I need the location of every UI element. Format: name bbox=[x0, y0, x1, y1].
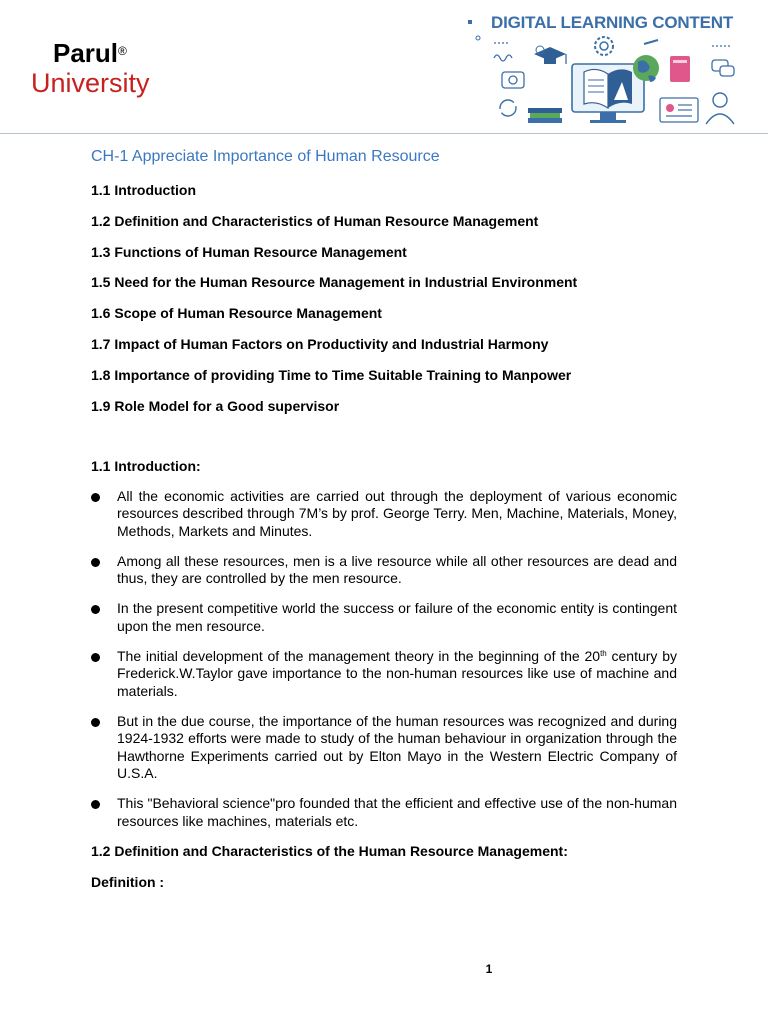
logo-brand-text: Parul bbox=[53, 38, 119, 68]
teacher-person-icon bbox=[706, 93, 734, 124]
books-stack-icon bbox=[528, 108, 562, 123]
header-divider bbox=[0, 133, 768, 134]
chat-bubbles-icon bbox=[712, 60, 734, 76]
bullet-dot-icon bbox=[91, 653, 100, 662]
bullet-text: But in the due course, the importance of the human resources was recognized and during 1924-1932 efforts were made to study of the human behaviour in organization through the Hawthorne Experiments carried out by Elton Mayo in the Western Electric Company of U.S.A. bbox=[117, 712, 677, 782]
bullet-dot-icon bbox=[91, 800, 100, 809]
digital-learning-illustration bbox=[462, 16, 762, 130]
chapter-title: CH-1 Appreciate Importance of Human Resource bbox=[91, 148, 440, 165]
bullet-text: This "Behavioral science"pro founded that the efficient and effective use of the non-human resources like machines, materials etc. bbox=[117, 795, 677, 829]
page-number: 1 bbox=[485, 962, 493, 976]
definition-label: Definition : bbox=[91, 873, 165, 890]
toc-item: 1.3 Functions of Human Resource Management bbox=[91, 243, 407, 260]
graduation-cap-icon bbox=[534, 46, 566, 64]
logo-university: University bbox=[31, 68, 150, 98]
toc-item: 1.7 Impact of Human Factors on Productivity and Industrial Harmony bbox=[91, 335, 549, 352]
bullet-dot-icon bbox=[91, 605, 100, 614]
bullet-item bbox=[91, 553, 677, 588]
bullet-item bbox=[91, 713, 677, 783]
refresh-icon bbox=[500, 100, 516, 116]
media-player-icon bbox=[502, 72, 524, 88]
intro-heading: 1.1 Introduction: bbox=[91, 457, 201, 474]
bullet-text: All the economic activities are carried out through the deployment of various economic resources described through 7M’s by prof. George Terry. Men, Machine, Materials, Money, Methods, Markets and Minutes. bbox=[117, 487, 677, 539]
page-header bbox=[0, 0, 768, 134]
toc-item: 1.9 Role Model for a Good supervisor bbox=[91, 397, 340, 414]
toc-item: 1.5 Need for the Human Resource Management in Industrial Environment bbox=[91, 274, 578, 291]
toc-item: 1.6 Scope of Human Resource Management bbox=[91, 305, 382, 322]
bullet-text-part: century by Frederick.W.Taylor gave importance to the non-human resources like use of machine and materials. bbox=[117, 647, 677, 699]
monitor-book-icon bbox=[572, 64, 644, 123]
digital-learning-banner-title: DIGITAL LEARNING CONTENT bbox=[491, 13, 734, 32]
gear-icon bbox=[595, 37, 613, 55]
bullet-item bbox=[91, 488, 677, 541]
bullet-text-part: The initial development of the management theory in the beginning of the 20 bbox=[117, 647, 601, 664]
logo-brand bbox=[31, 38, 150, 68]
superscript-th: th bbox=[600, 648, 607, 658]
bullet-item bbox=[91, 648, 677, 701]
toc-item: 1.1 Introduction bbox=[91, 182, 196, 198]
id-card-icon bbox=[660, 98, 698, 122]
toc-item: 1.8 Importance of providing Time to Time Suitable Training to Manpower bbox=[91, 366, 572, 383]
document-body bbox=[91, 146, 677, 891]
bullet-text: Among all these resources, men is a live resource while all other resources are dead and thus, they are controlled by the men resource. bbox=[117, 552, 677, 587]
bullet-text: In the present competitive world the success or failure of the economic entity is contingent upon the men resource. bbox=[117, 600, 677, 634]
intro-bullet-list bbox=[91, 488, 677, 831]
notebook-icon bbox=[670, 56, 690, 82]
table-of-contents bbox=[91, 182, 677, 415]
parul-university-logo bbox=[31, 38, 150, 98]
bullet-dot-icon bbox=[91, 558, 100, 567]
section-heading-definition: 1.2 Definition and Characteristics of the Human Resource Management: bbox=[91, 842, 568, 859]
bullet-dot-icon bbox=[91, 493, 100, 502]
toc-item: 1.2 Definition and Characteristics of Human Resource Management bbox=[91, 212, 539, 229]
registered-mark: ® bbox=[118, 44, 127, 58]
bullet-item bbox=[91, 795, 677, 830]
bullet-item bbox=[91, 600, 677, 635]
bullet-dot-icon bbox=[91, 718, 100, 727]
bullet-text bbox=[117, 648, 677, 699]
